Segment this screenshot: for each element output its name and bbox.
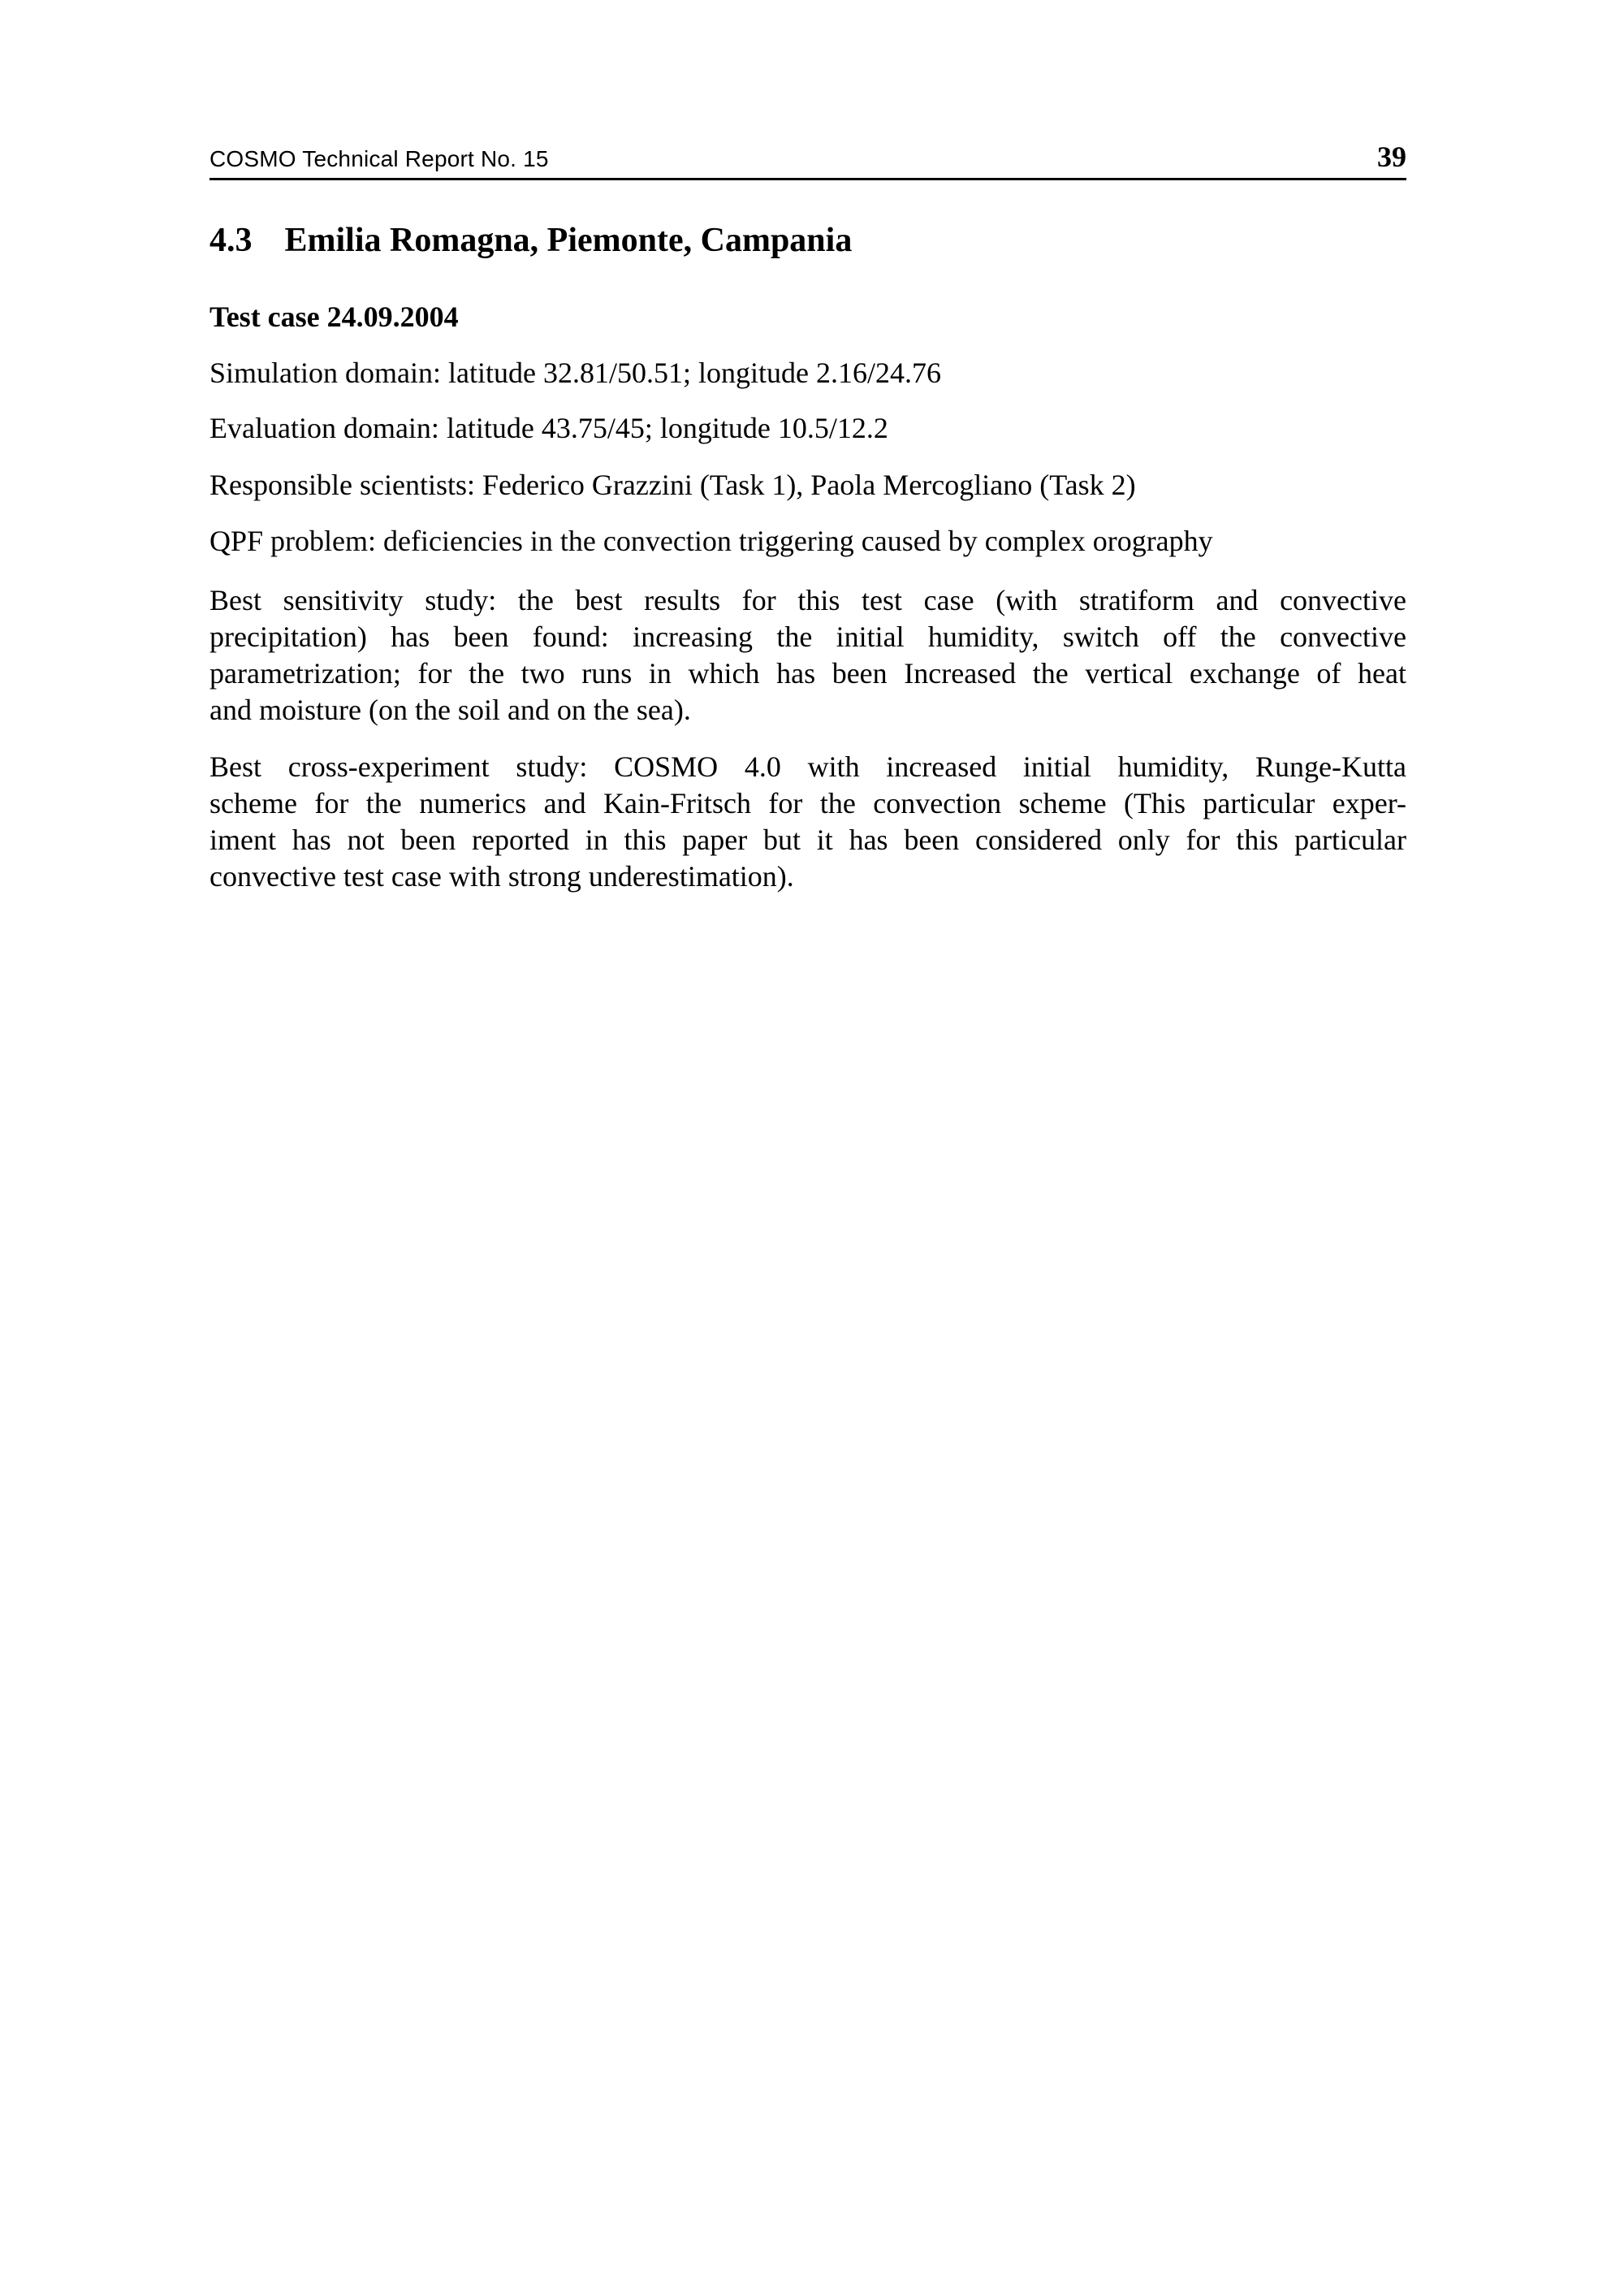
header-rule (209, 178, 1406, 180)
body-line: parametrization; for the two runs in which has been Increased the vertical exchange of heat (209, 657, 1406, 690)
body-line: precipitation) has been found: increasing the initial humidity, switch off the convective (209, 620, 1406, 653)
section-heading (209, 220, 1406, 261)
running-header-title: COSMO Technical Report No. 15 (209, 146, 549, 171)
paragraph-best-cross-experiment-study (209, 749, 1406, 895)
body-line: Best cross-experiment study: COSMO 4.0 with increased initial humidity, Runge-Kutta (209, 750, 1406, 783)
body-line: Responsible scientists: Federico Grazzini (Task 1), Paola Mercogliano (Task 2) (209, 469, 1136, 501)
paragraph-qpf-problem (209, 523, 1406, 560)
paragraph-evaluation-domain (209, 410, 1406, 447)
body-line: and moisture (on the soil and on the sea). (209, 694, 691, 726)
body-line: QPF problem: deficiencies in the convection triggering caused by complex orography (209, 525, 1213, 557)
body-line: convective test case with strong underestimation). (209, 860, 794, 893)
body-line: Best sensitivity study: the best results for this test case (with stratiform and convective (209, 584, 1406, 616)
page-number: 39 (1377, 141, 1406, 173)
subsection-heading: Test case 24.09.2004 (209, 301, 459, 333)
section-number: 4.3 (209, 222, 253, 259)
body-line: Simulation domain: latitude 32.81/50.51; longitude 2.16/24.76 (209, 357, 941, 389)
paragraph-best-sensitivity-study (209, 582, 1406, 729)
paragraph-simulation-domain (209, 355, 1406, 391)
body-line: iment has not been reported in this paper but it has been considered only for this particular (209, 824, 1406, 856)
section-title: Emilia Romagna, Piemonte, Campania (284, 222, 853, 259)
body-line: Evaluation domain: latitude 43.75/45; longitude 10.5/12.2 (209, 412, 888, 444)
page-header (209, 141, 1406, 175)
paragraph-responsible-scientists (209, 467, 1406, 504)
body-line: scheme for the numerics and Kain-Fritsch for the convection scheme (This particular exper- (209, 787, 1406, 819)
